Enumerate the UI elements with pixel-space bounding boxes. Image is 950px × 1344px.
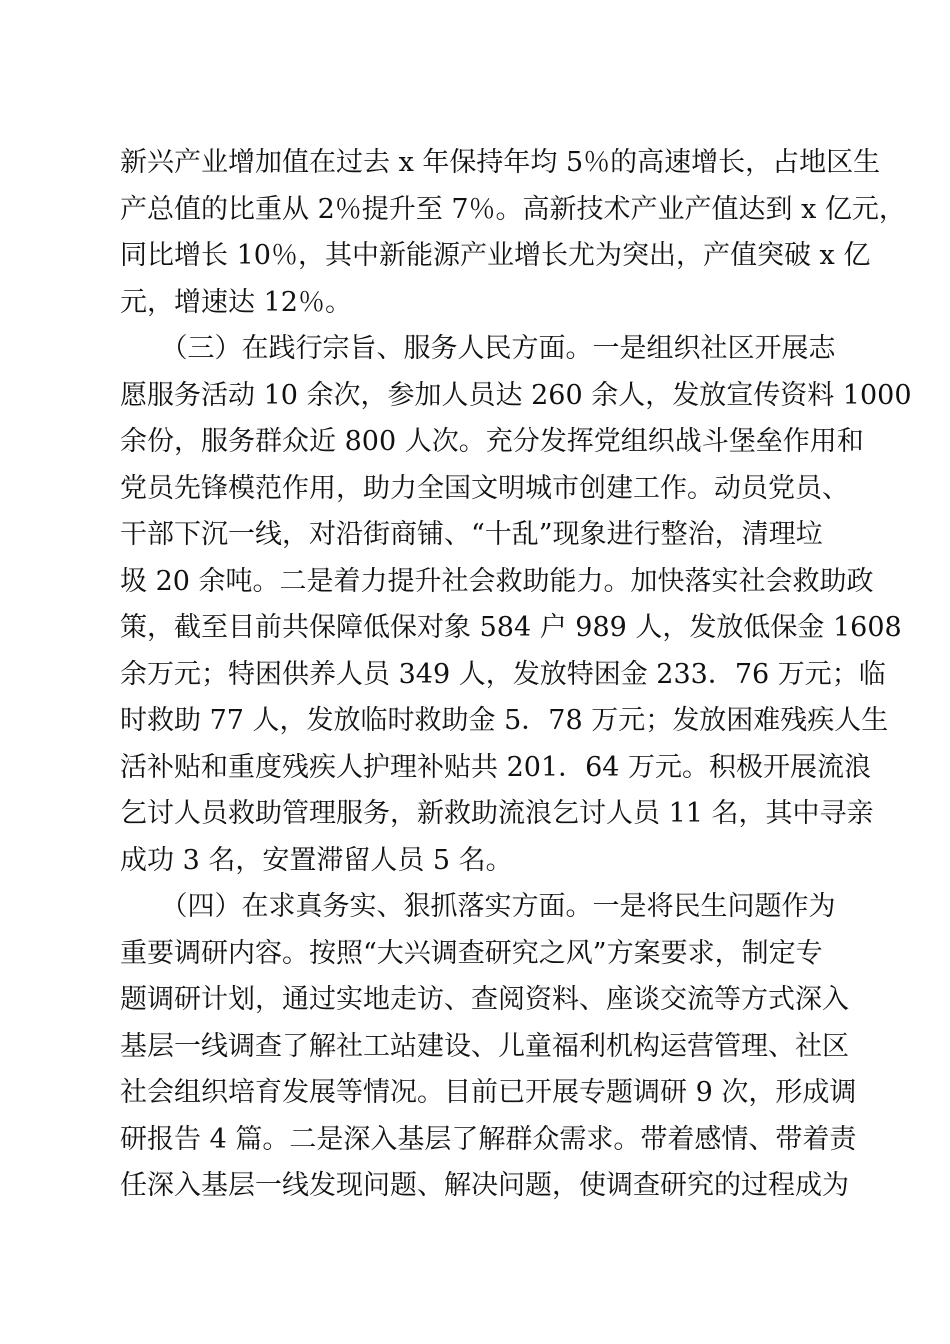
paragraph-serving-people bbox=[120, 326, 912, 884]
text-line: 基层一线调查了解社工站建设、儿童福利机构运营管理、社区 bbox=[120, 1030, 849, 1062]
text-line: 新兴产业增加值在过去 x 年保持年均 5％的高速增长，占地区生 bbox=[120, 147, 881, 178]
text-line: 社会组织培育发展等情况。目前已开展专题调研 9 次，形成调 bbox=[120, 1077, 857, 1108]
text-line: 愿服务活动 10 余次，参加人员达 260 余人，发放宣传资料 1000 bbox=[120, 379, 912, 411]
text-line: 任深入基层一线发现问题、解决问题，使调查研究的过程成为 bbox=[120, 1170, 849, 1201]
text-line: 干部下沉一线，对沿街商铺、“十乱”现象进行整治，清理垃 bbox=[120, 519, 823, 550]
text-line: 同比增长 10％，其中新能源产业增长尤为突出，产值突破 x 亿 bbox=[120, 240, 871, 271]
text-line: 党员先锋模范作用，助力全国文明城市创建工作。动员党员、 bbox=[120, 472, 849, 504]
text-line: 研报告 4 篇。二是深入基层了解群众需求。带着感情、带着责 bbox=[120, 1123, 857, 1155]
text-line: 余份，服务群众近 800 人次。充分发挥党组织战斗堡垒作用和 bbox=[120, 426, 864, 457]
text-line: （四）在求真务实、狠抓落实方面。一是将民生问题作为 bbox=[120, 891, 836, 922]
text-line: 时救助 77 人，发放临时救助金 5．78 万元；发放困难残疾人生 bbox=[120, 705, 889, 736]
text-line: 策，截至目前共保障低保对象 584 户 989 人，发放低保金 1608 bbox=[120, 612, 902, 643]
text-line: 重要调研内容。按照“大兴调查研究之风”方案要求，制定专 bbox=[120, 937, 823, 969]
text-line: 元，增速达 12％。 bbox=[120, 286, 352, 318]
text-line: 余万元；特困供养人员 349 人，发放特困金 233．76 万元；临 bbox=[120, 658, 886, 690]
text-line: 题调研计划，通过实地走访、查阅资料、座谈交流等方式深入 bbox=[120, 984, 849, 1015]
text-line: 产总值的比重从 2％提升至 7％。高新技术产业产值达到 x 亿元， bbox=[120, 193, 906, 225]
document-page bbox=[120, 140, 912, 1210]
text-line: 乞讨人员救助管理服务，新救助流浪乞讨人员 11 名，其中寻亲 bbox=[120, 798, 874, 829]
paragraph-seeking-truth bbox=[120, 884, 857, 1210]
text-line: 圾 20 余吨。二是着力提升社会救助能力。加快落实社会救助政 bbox=[120, 565, 874, 597]
text-line: （三）在践行宗旨、服务人民方面。一是组织社区开展志 bbox=[120, 333, 836, 364]
text-line: 成功 3 名，安置滞留人员 5 名。 bbox=[120, 844, 513, 876]
paragraph-emerging-industry bbox=[120, 140, 906, 326]
text-line: 活补贴和重度残疾人护理补贴共 201．64 万元。积极开展流浪 bbox=[120, 751, 872, 783]
